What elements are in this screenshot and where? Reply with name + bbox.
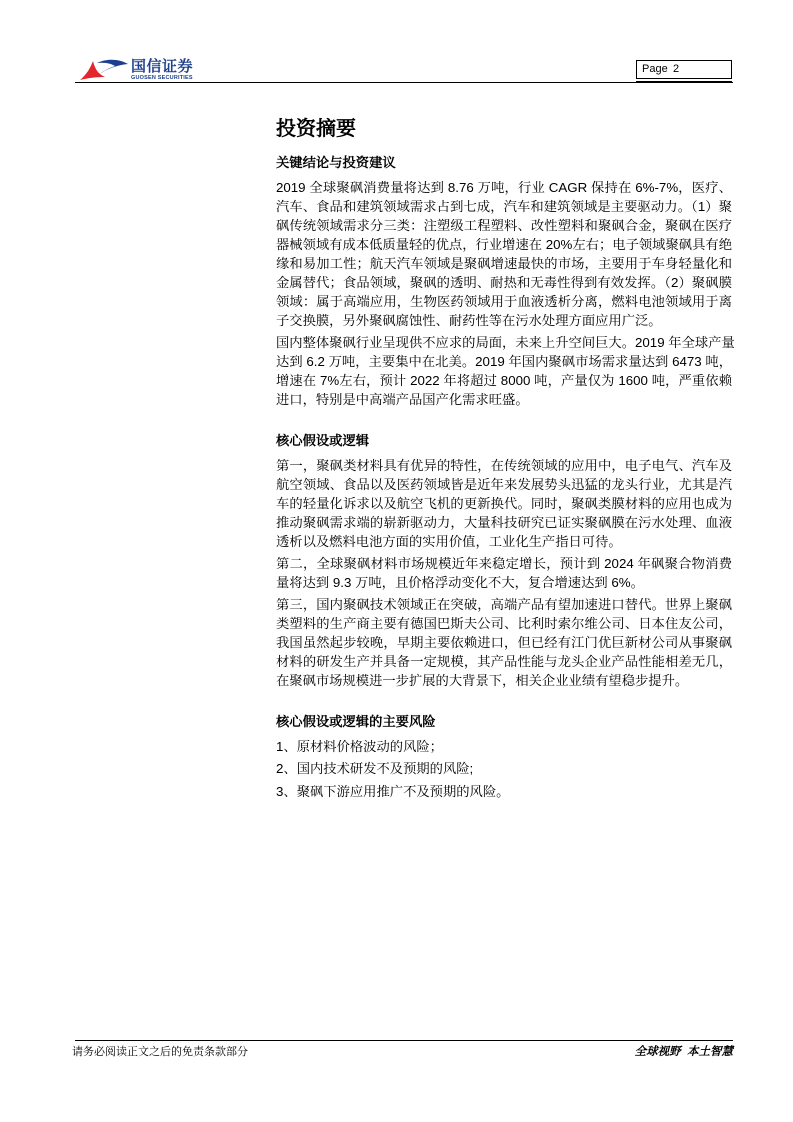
risk-item: 3、聚砜下游应用推广不及预期的风险。 — [276, 783, 510, 799]
paragraph-line: 进口，特别是中高端产品国产化需求旺盛。 — [276, 391, 529, 407]
footer-divider — [75, 1040, 733, 1041]
section-heading-key-conclusions: 关键结论与投资建议 — [276, 155, 396, 171]
paragraph-assumption-2 — [276, 554, 732, 592]
paragraph-line: 我国虽然起步较晚，早期主要依赖进口，但已经有江门优巨新材公司从事聚砜 — [276, 634, 732, 650]
header-divider-accent — [636, 81, 732, 83]
footer-disclaimer: 请务必阅读正文之后的免责条款部分 — [72, 1046, 248, 1058]
header-divider — [75, 82, 733, 83]
paragraph-line: 达到 6.2 万吨，主要集中在北美。2019 年国内聚砜市场需求量达到 6473 吨， — [276, 353, 732, 369]
paragraph-line: 透析以及燃料电池方面的实用价值，工业化生产指日可待。 — [276, 533, 622, 549]
page-label: Page — [642, 63, 668, 75]
paragraph-line: 领域：属于高端应用，生物医药领域用于血液透析分离，燃料电池领域用于离 — [276, 293, 732, 309]
paragraph-line: 砜传统领域需求分三类：注塑级工程塑料、改性塑料和聚砜合金，聚砜在医疗 — [276, 217, 732, 233]
paragraph-line: 子交换膜，另外聚砜腐蚀性、耐药性等在污水处理方面应用广泛。 — [276, 312, 662, 328]
paragraph-line: 量将达到 9.3 万吨，且价格浮动变化不大，复合增速达到 6%。 — [276, 574, 644, 590]
section-heading-core-assumptions: 核心假设或逻辑 — [276, 433, 370, 449]
paragraph-line: 航空领域、食品以及医药领域皆是近年来发展势头迅猛的龙头行业，尤其是汽 — [276, 476, 732, 492]
paragraph-assumption-3 — [276, 595, 732, 690]
logo-wordmark-cn: 国信证券 — [131, 57, 194, 75]
paragraph-line: 增速在 7%左右，预计 2022 年将超过 8000 吨，产量仅为 1600 吨，严重依赖 — [276, 372, 732, 388]
page-number: 2 — [673, 63, 680, 75]
paragraph-line: 材料的研发生产并具备一定规模，其产品性能与龙头企业产品性能相差无几， — [276, 653, 732, 669]
paragraph-line: 第二，全球聚砜材料市场规模近年来稳定增长，预计到 2024 年砜聚合物消费 — [276, 555, 732, 571]
logo-wordmark-en: GUOSEN SECURITIES — [131, 75, 193, 81]
section-heading-main-risks: 核心假设或逻辑的主要风险 — [276, 714, 436, 730]
paragraph-line: 类塑料的生产商主要有德国巴斯夫公司、比利时索尔维公司、日本住友公司， — [276, 615, 732, 631]
risk-item: 1、原材料价格波动的风险； — [276, 738, 443, 754]
guosen-logo-icon — [78, 55, 132, 83]
risk-item: 2、国内技术研发不及预期的风险; — [276, 761, 474, 776]
paragraph-line: 推动聚砜需求端的崭新驱动力，大量科技研究已证实聚砜膜在污水处理、血液 — [276, 514, 732, 530]
report-body — [276, 114, 735, 801]
paragraph-line: 在聚砜市场规模进一步扩展的大背景下，相关企业业绩有望稳步提升。 — [276, 672, 689, 688]
paragraph-line: 第三，国内聚砜技术领域正在突破，高端产品有望加速进口替代。世界上聚砜 — [276, 596, 732, 612]
paragraph-line: 车的轻量化诉求以及航空飞机的更新换代。同时，聚砜类膜材料的应用也成为 — [276, 495, 732, 511]
page-number-box — [636, 60, 732, 79]
paragraph-domestic-market — [276, 333, 735, 409]
paragraph-assumption-1 — [276, 456, 732, 551]
paragraph-global-consumption — [276, 178, 732, 330]
paragraph-line: 2019 全球聚砜消费量将达到 8.76 万吨，行业 CAGR 保持在 6%-7%，医疗、 — [276, 179, 732, 195]
paragraph-line: 国内整体聚砜行业呈现供不应求的局面，未来上升空间巨大。2019 年全球产量 — [276, 334, 735, 350]
paragraph-line: 缘和易加工性；航天汽车领域是聚砜增速最快的市场，主要用于车身轻量化和 — [276, 255, 732, 271]
footer-slogan: 全球视野 本土智慧 — [634, 1046, 733, 1058]
paragraph-line: 第一，聚砜类材料具有优异的特性，在传统领域的应用中，电子电气、汽车及 — [276, 457, 732, 473]
paragraph-line: 金属替代；食品领域，聚砜的透明、耐热和无毒性得到有效发挥。（2）聚砜膜 — [276, 274, 732, 290]
paragraph-line: 器械领域有成本低质量轻的优点，行业增速在 20%左右；电子领域聚砜具有绝 — [276, 236, 732, 252]
page-title: 投资摘要 — [276, 116, 356, 140]
paragraph-line: 汽车、食品和建筑领域需求占到七成，汽车和建筑领域是主要驱动力。（1）聚 — [276, 198, 732, 214]
